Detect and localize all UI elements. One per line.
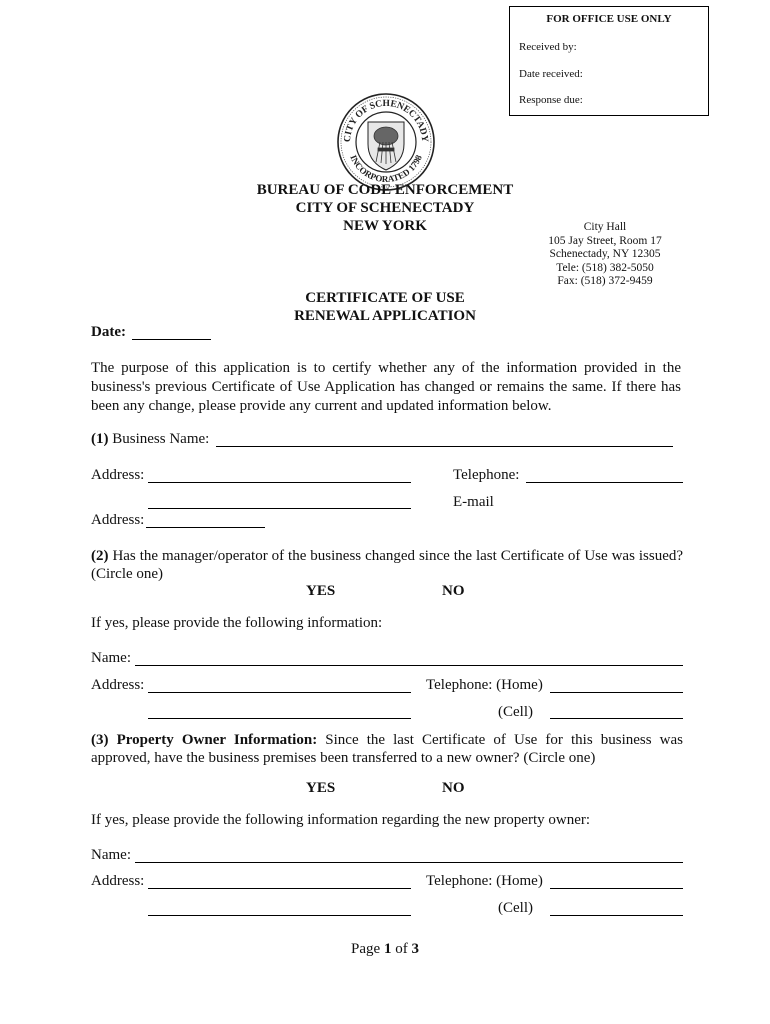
- contact-tele: Tele: (518) 382-5050: [556, 261, 654, 274]
- manager-telephone-home-label: Telephone: (Home): [426, 677, 543, 693]
- purpose-paragraph: The purpose of this application is to certify whether any of the information provided in the business's previous Certificate of Use Application has changed or remains the same. If there has been any change, please provide any current and updated information below.: [91, 360, 681, 414]
- contact-city: Schenectady, NY 12305: [549, 248, 661, 260]
- page-word: Page: [351, 941, 381, 957]
- contact-block: [535, 221, 675, 289]
- business-telephone-field[interactable]: [526, 482, 683, 483]
- manager-address-field[interactable]: [148, 692, 411, 693]
- address2-field[interactable]: [146, 527, 265, 528]
- contact-fax: Fax: (518) 372-9459: [557, 275, 653, 287]
- email-label: E-mail: [453, 494, 494, 510]
- of-word: of: [395, 941, 408, 957]
- section1-number: (1): [91, 431, 109, 447]
- seal-top-text: CITY OF SCHENECTADY: [342, 98, 430, 143]
- manager-address-label: Address:: [91, 677, 145, 693]
- date-received-label: Date received:: [519, 68, 583, 80]
- manager-cell-field[interactable]: [550, 718, 683, 719]
- section2-number: (2): [91, 548, 109, 564]
- bureau-header: [235, 181, 535, 235]
- owner-address-field[interactable]: [148, 888, 411, 889]
- section2-if-yes: If yes, please provide the following information:: [91, 615, 383, 631]
- address2-label: Address:: [91, 512, 145, 528]
- manager-name-label: Name:: [91, 650, 131, 666]
- owner-telephone-home-field[interactable]: [550, 888, 683, 889]
- contact-name: City Hall: [583, 221, 627, 233]
- section3-no-option[interactable]: NO: [442, 780, 465, 796]
- form-title-line-2: RENEWAL APPLICATION: [294, 308, 476, 324]
- owner-cell-label: (Cell): [498, 900, 533, 916]
- bureau-line-2: CITY OF SCHENECTADY: [295, 200, 475, 216]
- date-label: Date:: [91, 324, 126, 340]
- business-address-line2-field[interactable]: [148, 508, 411, 509]
- address-label: Address:: [91, 467, 145, 483]
- contact-street: 105 Jay Street, Room 17: [548, 234, 662, 247]
- telephone-label: Telephone:: [453, 467, 520, 483]
- section3-question: [91, 731, 683, 767]
- business-address-field[interactable]: [148, 482, 411, 483]
- form-title-line-1: CERTIFICATE OF USE: [305, 290, 465, 306]
- total-pages-number: 3: [411, 941, 419, 957]
- manager-telephone-home-field[interactable]: [550, 692, 683, 693]
- section2-question: [91, 547, 683, 583]
- section3-question-text: Since the last Certificate of Use for this business was approved, have the business premises been transferred to a new owner? (Circle one): [91, 732, 683, 766]
- seal-bottom-text: INCORPORATED 1798: [348, 153, 424, 185]
- section3-if-yes: If yes, please provide the following information regarding the new property owner:: [91, 812, 591, 828]
- office-use-title: FOR OFFICE USE ONLY: [546, 13, 672, 25]
- section1-business-name-row: [91, 431, 209, 448]
- owner-address-line2-field[interactable]: [148, 915, 411, 916]
- manager-name-field[interactable]: [135, 665, 683, 666]
- date-field[interactable]: [132, 339, 211, 340]
- owner-address-label: Address:: [91, 873, 145, 889]
- city-seal-logo: [336, 92, 436, 192]
- section2-question-text: Has the manager/operator of the business changed since the last Certificate of Use was issued? (Circle one): [91, 548, 684, 582]
- bureau-line-3: NEW YORK: [343, 218, 427, 234]
- response-due-label: Response due:: [519, 94, 583, 106]
- manager-address-line2-field[interactable]: [148, 718, 411, 719]
- owner-telephone-home-label: Telephone: (Home): [426, 873, 543, 889]
- section3-yes-option[interactable]: YES: [306, 780, 336, 796]
- section3-number: (3): [91, 732, 109, 748]
- form-title: [235, 289, 535, 325]
- section3-heading: Property Owner Information:: [116, 732, 318, 748]
- current-page-number: 1: [383, 941, 392, 957]
- office-use-box: [509, 6, 709, 116]
- owner-name-label: Name:: [91, 847, 131, 863]
- manager-cell-label: (Cell): [498, 704, 533, 720]
- section2-no-option[interactable]: NO: [442, 583, 465, 599]
- business-name-label: Business Name:: [112, 431, 210, 447]
- section2-yes-option[interactable]: YES: [306, 583, 336, 599]
- page-indicator: [0, 941, 770, 958]
- bureau-line-1: BUREAU OF CODE ENFORCEMENT: [256, 182, 514, 198]
- business-name-field[interactable]: [216, 446, 673, 447]
- owner-name-field[interactable]: [135, 862, 683, 863]
- received-by-label: Received by:: [519, 41, 577, 53]
- owner-cell-field[interactable]: [550, 915, 683, 916]
